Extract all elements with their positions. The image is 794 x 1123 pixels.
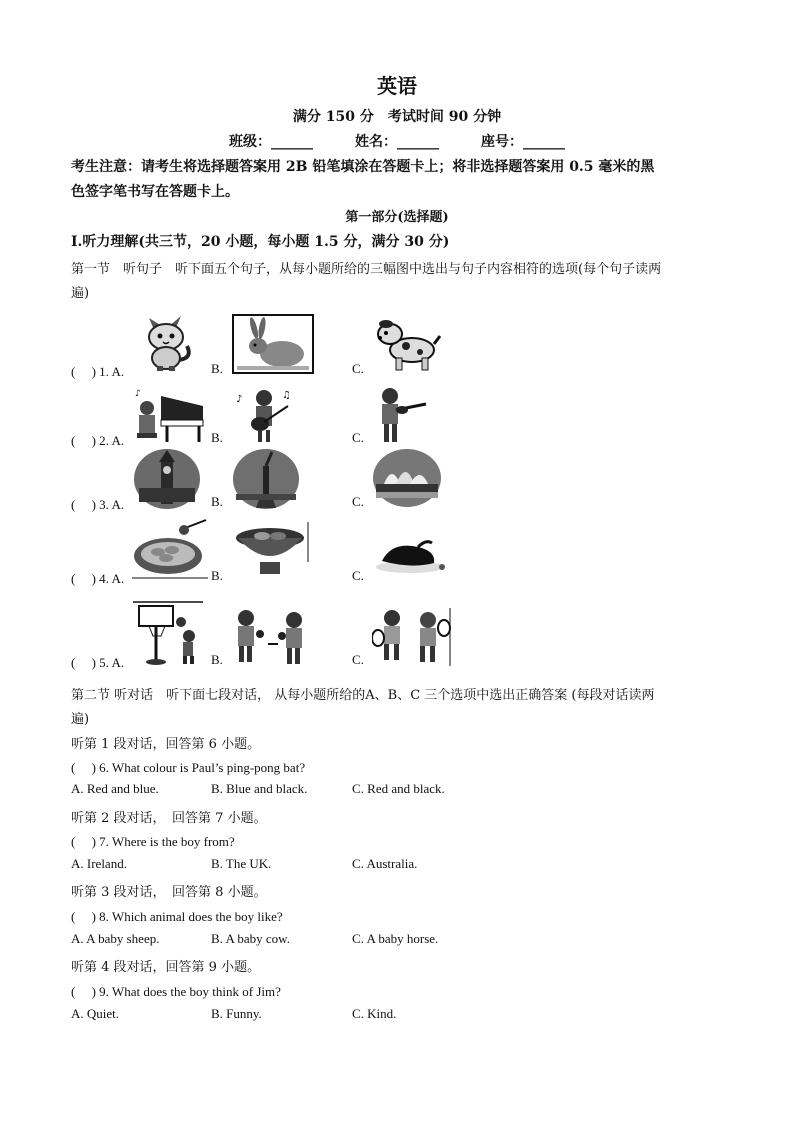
page-title: 英语 bbox=[377, 74, 417, 98]
section2-intro-cont: 遍) bbox=[71, 712, 90, 727]
question-1-label: ( ) 1. A. bbox=[71, 364, 125, 379]
question-7-option-c[interactable]: C. Australia. bbox=[352, 856, 418, 871]
section1-intro-cont: 遍) bbox=[71, 286, 90, 301]
rabbit-icon[interactable] bbox=[232, 314, 314, 374]
dog-icon[interactable] bbox=[372, 314, 442, 374]
question-9-text: ( ) 9. What does the boy think of Jim? bbox=[71, 984, 281, 999]
piano-icon[interactable] bbox=[133, 386, 207, 444]
question-2-option-b: B. bbox=[211, 430, 223, 445]
question-4-option-b: B. bbox=[211, 568, 223, 583]
dialog-2-instruction: 听第 2 段对话， 回答第 7 小题。 bbox=[71, 811, 267, 826]
cat-icon[interactable] bbox=[135, 310, 201, 372]
student-fields: 班级：______ 姓名：______ 座号：______ bbox=[229, 134, 565, 150]
hotpot-icon[interactable] bbox=[232, 522, 312, 578]
question-8-option-b[interactable]: B. A baby cow. bbox=[211, 931, 290, 946]
violin-icon[interactable] bbox=[372, 386, 430, 444]
question-1-option-c: C. bbox=[352, 361, 364, 376]
question-6-option-a[interactable]: A. Red and blue. bbox=[71, 781, 159, 796]
guitar-icon[interactable] bbox=[234, 386, 294, 444]
question-9-option-b[interactable]: B. Funny. bbox=[211, 1006, 262, 1021]
dialog-3-instruction: 听第 3 段对话， 回答第 8 小题。 bbox=[71, 885, 267, 900]
question-7-option-a[interactable]: A. Ireland. bbox=[71, 856, 127, 871]
section1-intro: 第一节 听句子 听下面五个句子，从每小题所给的三幅图中选出与句子内容相符的选项(每个句子读两 bbox=[71, 262, 662, 277]
question-8-option-c[interactable]: C. A baby horse. bbox=[352, 931, 439, 946]
question-2-option-c: C. bbox=[352, 430, 364, 445]
sydney-opera-house-icon[interactable] bbox=[372, 448, 442, 508]
question-1-option-b: B. bbox=[211, 361, 223, 376]
basketball-icon[interactable] bbox=[133, 600, 205, 666]
question-4-label: ( ) 4. A. bbox=[71, 571, 125, 586]
section2-intro: 第二节 听对话 听下面七段对话， 从每小题所给的A、B、C 三个选项中选出正确答案 (每段对话读两 bbox=[71, 688, 655, 703]
question-3-option-b: B. bbox=[211, 494, 223, 509]
svg-text:♪: ♪ bbox=[236, 394, 243, 405]
svg-text:♪: ♪ bbox=[135, 389, 141, 399]
dialog-4-instruction: 听第 4 段对话，回答第 9 小题。 bbox=[71, 960, 261, 975]
question-9-option-c[interactable]: C. Kind. bbox=[352, 1006, 397, 1021]
question-6-option-c[interactable]: C. Red and black. bbox=[352, 781, 445, 796]
question-8-text: ( ) 8. Which animal does the boy like? bbox=[71, 909, 283, 924]
exam-info: 满分 150 分 考试时间 90 分钟 bbox=[292, 109, 502, 125]
question-7-text: ( ) 7. Where is the boy from? bbox=[71, 834, 235, 849]
dumplings-icon[interactable] bbox=[132, 516, 208, 580]
question-8-option-a[interactable]: A. A baby sheep. bbox=[71, 931, 160, 946]
question-2-label: ( ) 2. A. bbox=[71, 433, 125, 448]
notice-line-2: 色签字笔书写在答题卡上。 bbox=[71, 184, 239, 200]
question-4-option-c: C. bbox=[352, 568, 364, 583]
question-9-option-a[interactable]: A. Quiet. bbox=[71, 1006, 120, 1021]
dialog-1-instruction: 听第 1 段对话，回答第 6 小题。 bbox=[71, 737, 261, 752]
question-3-option-c: C. bbox=[352, 494, 364, 509]
notice-line-1: 考生注意：请考生将选择题答案用 2B 铅笔填涂在答题卡上；将非选择题答案用 0.5 毫米的黑 bbox=[71, 159, 655, 175]
section-title: I.听力理解(共三节，20 小题，每小题 1.5 分，满分 30 分) bbox=[71, 234, 450, 250]
question-6-text: ( ) 6. What colour is Paul’s ping-pong bat? bbox=[71, 760, 306, 775]
part-heading: 第一部分(选择题) bbox=[345, 210, 449, 225]
question-5-option-b: B. bbox=[211, 652, 223, 667]
question-7-option-b[interactable]: B. The UK. bbox=[211, 856, 272, 871]
roast-duck-icon[interactable] bbox=[372, 535, 450, 575]
svg-text:♫: ♫ bbox=[282, 390, 291, 401]
big-ben-icon[interactable] bbox=[133, 448, 201, 510]
question-3-label: ( ) 3. A. bbox=[71, 497, 125, 512]
ping-pong-icon[interactable] bbox=[232, 608, 312, 666]
statue-of-liberty-icon[interactable] bbox=[232, 448, 300, 510]
tennis-icon[interactable] bbox=[372, 608, 452, 666]
question-5-option-c: C. bbox=[352, 652, 364, 667]
question-6-option-b[interactable]: B. Blue and black. bbox=[211, 781, 308, 796]
question-5-label: ( ) 5. A. bbox=[71, 655, 125, 670]
